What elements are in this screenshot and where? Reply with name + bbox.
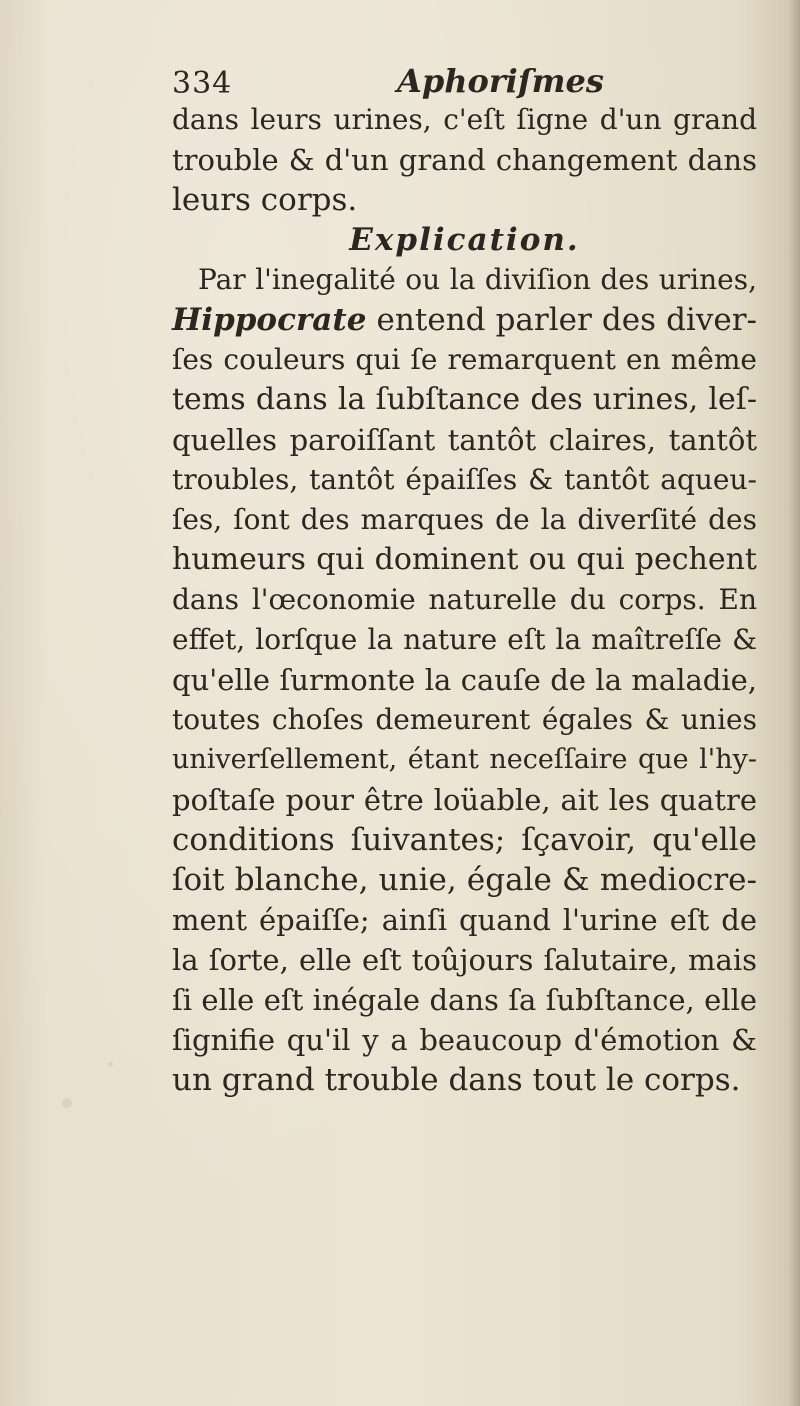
page-edge-shadow: [788, 0, 800, 1406]
paper-stain: [62, 1098, 72, 1108]
text-line: la ſorte, elle eſt toûjours ſalutaire, mais: [172, 943, 757, 977]
text-line: dans l'œconomie naturelle du corps. En: [172, 583, 757, 616]
text-line: quelles paroiſſant tantôt claires, tantôt: [172, 423, 757, 457]
author-name: Hippocrate: [172, 302, 367, 338]
text-fragment: entend parler des diver-: [376, 302, 757, 338]
text-line: ſignifie qu'il y a beaucoup d'émotion &: [172, 1023, 757, 1057]
text-line: conditions ſuivantes; ſçavoir, qu'elle: [172, 822, 757, 858]
body-text: [172, 100, 757, 1100]
running-head: Aphoriſmes: [397, 62, 604, 100]
text-line: qu'elle ſurmonte la cauſe de la maladie,: [172, 663, 757, 697]
text-line: univerſellement, étant neceſſaire que l'hy-: [172, 744, 757, 775]
text-line: leurs corps.: [172, 182, 358, 218]
text-line: poſtaſe pour être loüable, ait les quatre: [172, 783, 757, 817]
text-line: ſes couleurs qui ſe remarquent en même: [172, 343, 757, 376]
page-number: 334: [172, 66, 233, 101]
text-line: troubles, tantôt épaiſſes & tantôt aqueu-: [172, 463, 757, 496]
text-line: effet, lorſque la nature eſt la maîtreſſe &: [172, 623, 757, 656]
text-line: [172, 300, 757, 340]
text-line: humeurs qui dominent ou qui pechent: [172, 542, 757, 577]
section-heading: Explication.: [349, 222, 580, 258]
text-line: dans leurs urines, c'eſt ſigne d'un grand: [172, 103, 757, 136]
text-line: ment épaiſſe; ainſi quand l'urine eſt de: [172, 903, 757, 937]
paper-stain: [108, 1062, 113, 1067]
text-line: Par l'inegalité ou la diviſion des urines,: [198, 263, 757, 296]
text-line: ſoit blanche, unie, égale & mediocre-: [172, 862, 757, 898]
text-line: toutes choſes demeurent égales & unies: [172, 703, 757, 736]
text-line: tems dans la ſubſtance des urines, leſ-: [172, 382, 757, 417]
text-line: trouble & d'un grand changement dans: [172, 143, 757, 177]
text-line: un grand trouble dans tout le corps.: [172, 1062, 741, 1098]
text-line: ſes, ſont des marques de la diverſité des: [172, 503, 757, 536]
text-line: ſi elle eſt inégale dans ſa ſubſtance, elle: [172, 983, 757, 1017]
